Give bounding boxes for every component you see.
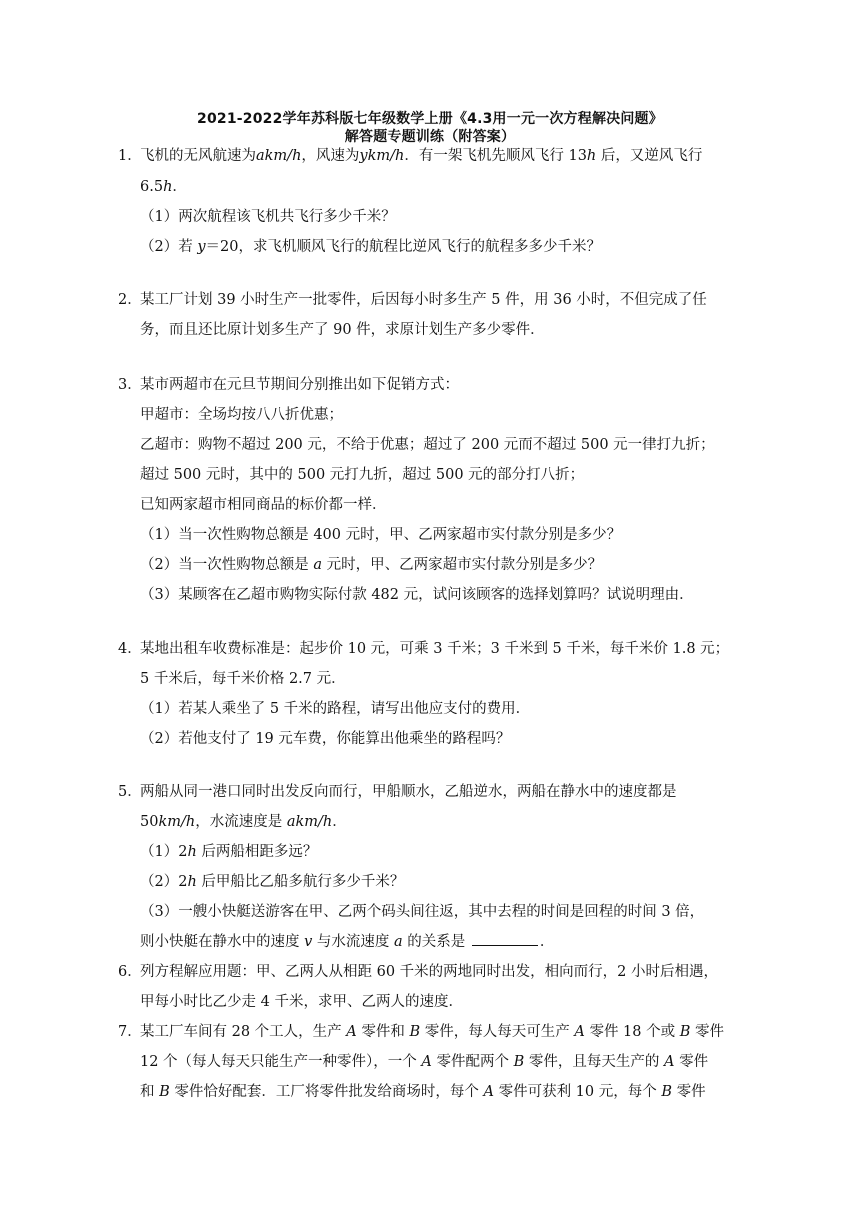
question-7-line2: 12 个（每人每天只能生产一种零件），一个 A 零件配两个 B 零件，且每天生产的 A 零件 bbox=[140, 1054, 709, 1070]
question-1-line1: 飞机的无风航速为akm/h，风速为ykm/h．有一架飞机先顺风飞行 13h 后，又逆风飞行 bbox=[140, 148, 703, 164]
question-5-line2: 50km/h，水流速度是 akm/h． bbox=[140, 814, 347, 830]
question-3-line3: 乙超市：购物不超过 200 元，不给于优惠；超过了 200 元而不超过 500 元一律打九折； bbox=[140, 437, 715, 453]
question-7-line1: 某工厂车间有 28 个工人，生产 A 零件和 B 零件，每人每天可生产 A 零件 18 个或 B 零件 bbox=[140, 1024, 724, 1040]
question-4-sub1: （1）若某人乘坐了 5 千米的路程，请写出他应支付的费用． bbox=[140, 701, 531, 717]
question-3-sub1: （1）当一次性购物总额是 400 元时，甲、乙两家超市实付款分别是多少？ bbox=[140, 527, 622, 543]
question-4-line2: 5 千米后，每千米价格 2.7 元． bbox=[140, 671, 346, 687]
question-7-number: 7． bbox=[118, 1024, 142, 1040]
question-3-sub2: （2）当一次性购物总额是 a 元时，甲、乙两家超市实付款分别是多少？ bbox=[140, 557, 603, 573]
question-5-sub2: （2）2h 后甲船比乙船多航行多少千米？ bbox=[140, 874, 405, 890]
question-1-sub2: （2）若 y＝20，求飞机顺风飞行的航程比逆风飞行的航程多多少千米？ bbox=[140, 239, 601, 255]
question-7-line3: 和 B 零件恰好配套．工厂将零件批发给商场时，每个 A 零件可获利 10 元，每个 B 零件 bbox=[140, 1084, 706, 1100]
question-5-sub4: 则小快艇在静水中的速度 v 与水流速度 a 的关系是 ． bbox=[140, 934, 555, 950]
question-4-number: 4． bbox=[118, 641, 142, 657]
question-2-line1: 某工厂计划 39 小时生产一批零件，后因每小时多生产 5 件，用 36 小时，不但完成了任 bbox=[140, 292, 707, 308]
question-4-line1: 某地出租车收费标准是：起步价 10 元，可乘 3 千米；3 千米到 5 千米，每千米价 1.8 元； bbox=[140, 641, 730, 657]
question-3-line2: 甲超市：全场均按八八折优惠； bbox=[140, 407, 343, 423]
question-6-number: 6． bbox=[118, 964, 142, 980]
question-3-line5: 已知两家超市相同商品的标价都一样． bbox=[140, 497, 387, 513]
question-3-line1: 某市两超市在元旦节期间分别推出如下促销方式： bbox=[140, 377, 459, 393]
question-6-line1: 列方程解应用题：甲、乙两人从相距 60 千米的两地同时出发，相向而行，2 小时后相遇， bbox=[140, 964, 718, 980]
question-3-number: 3． bbox=[118, 377, 142, 393]
question-5-line1: 两船从同一港口同时出发反向而行，甲船顺水，乙船逆水，两船在静水中的速度都是 bbox=[140, 784, 677, 800]
question-5-sub3: （3）一艘小快艇送游客在甲、乙两个码头间往返，其中去程的时间是回程的时间 3 倍， bbox=[140, 904, 705, 920]
question-1-line2: 6.5h． bbox=[140, 179, 187, 195]
question-5-sub1: （1）2h 后两船相距多远？ bbox=[140, 844, 318, 860]
question-3-sub3: （3）某顾客在乙超市购物实际付款 482 元，试问该顾客的选择划算吗？试说明理由． bbox=[140, 587, 694, 603]
question-6-line2: 甲每小时比乙少走 4 千米，求甲、乙两人的速度． bbox=[140, 994, 463, 1010]
question-2-number: 2． bbox=[118, 292, 142, 308]
question-4-sub2: （2）若他支付了 19 元车费，你能算出他乘坐的路程吗？ bbox=[140, 731, 511, 747]
question-2-line2: 务，而且还比原计划多生产了 90 件，求原计划生产多少零件． bbox=[140, 322, 545, 338]
question-1-sub1: （1）两次航程该飞机共飞行多少千米？ bbox=[140, 209, 396, 225]
question-3-line4: 超过 500 元时，其中的 500 元打九折，超过 500 元的部分打八折； bbox=[140, 467, 585, 483]
document-title-line2: 解答题专题训练（附答案） bbox=[344, 129, 516, 145]
question-1-number: 1． bbox=[118, 148, 142, 164]
question-5-number: 5． bbox=[118, 784, 142, 800]
document-title-line1: 2021-2022学年苏科版七年级数学上册《4.3用一元一次方程解决问题》 bbox=[197, 111, 663, 127]
answer-blank[interactable] bbox=[472, 933, 538, 946]
